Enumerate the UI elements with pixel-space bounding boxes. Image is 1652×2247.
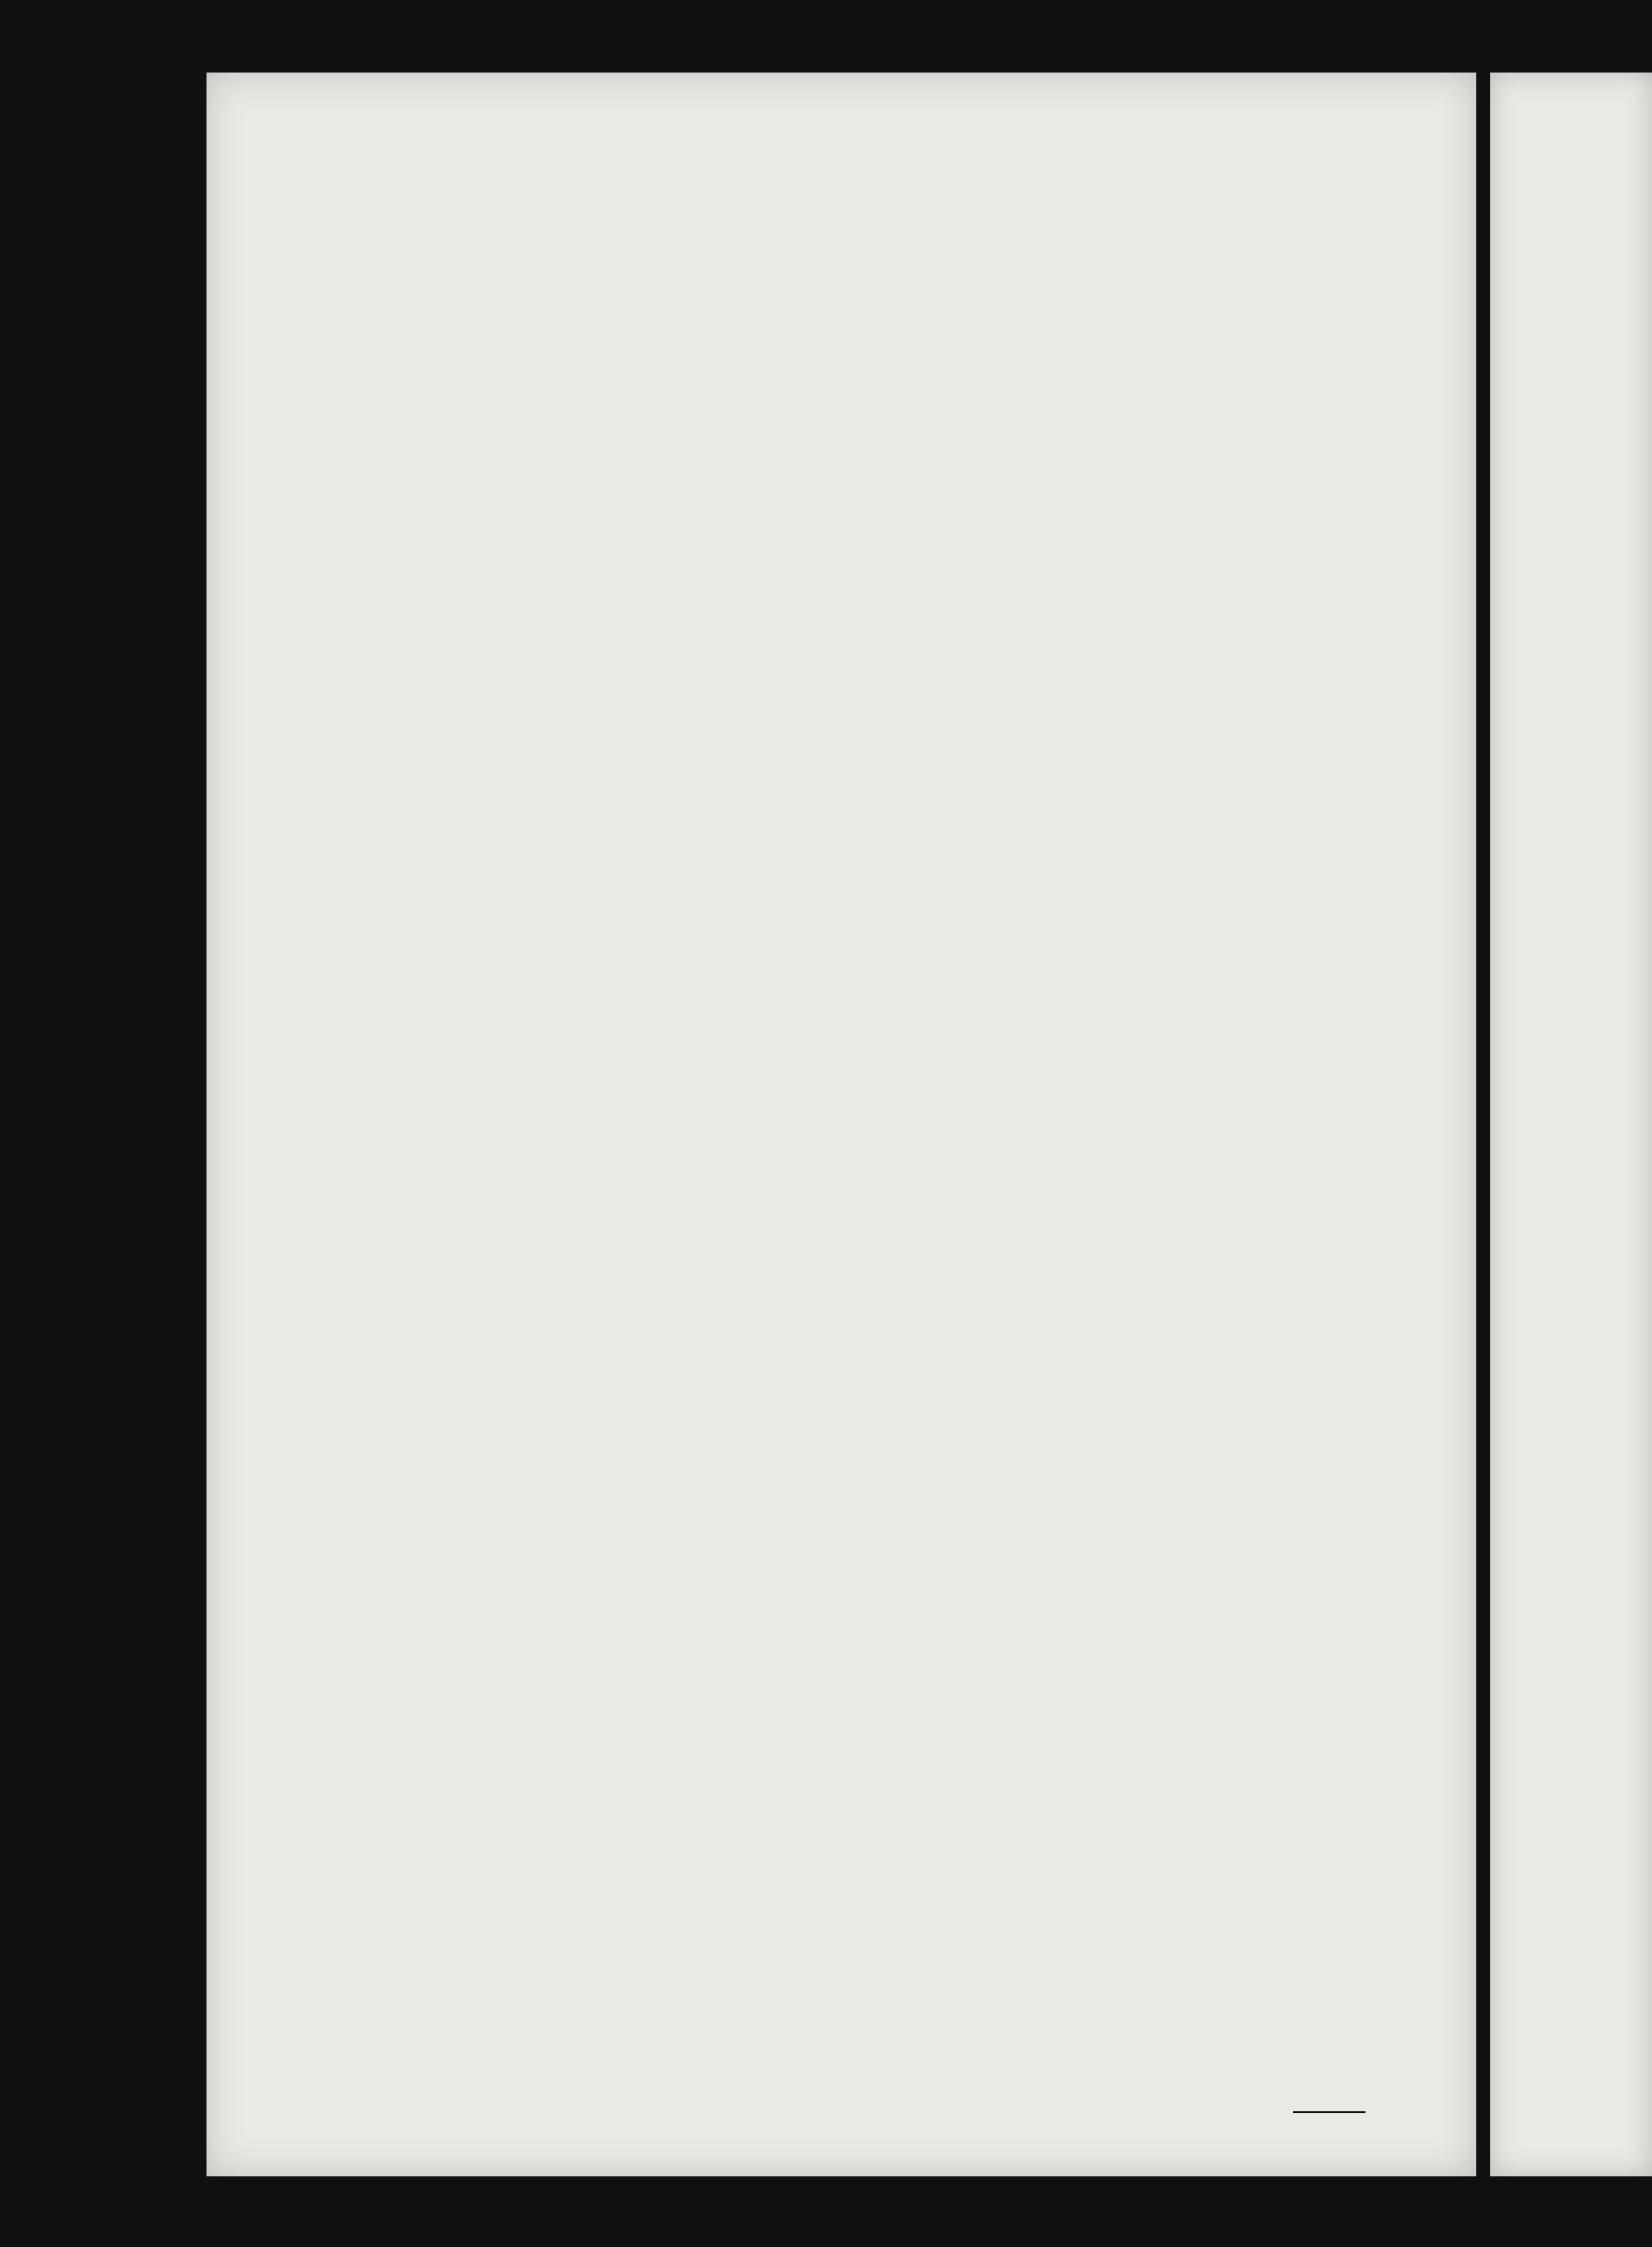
adjacent-page [1490, 73, 1652, 2176]
increase-rule [1293, 2111, 1366, 2113]
ledger-page [206, 73, 1476, 2176]
